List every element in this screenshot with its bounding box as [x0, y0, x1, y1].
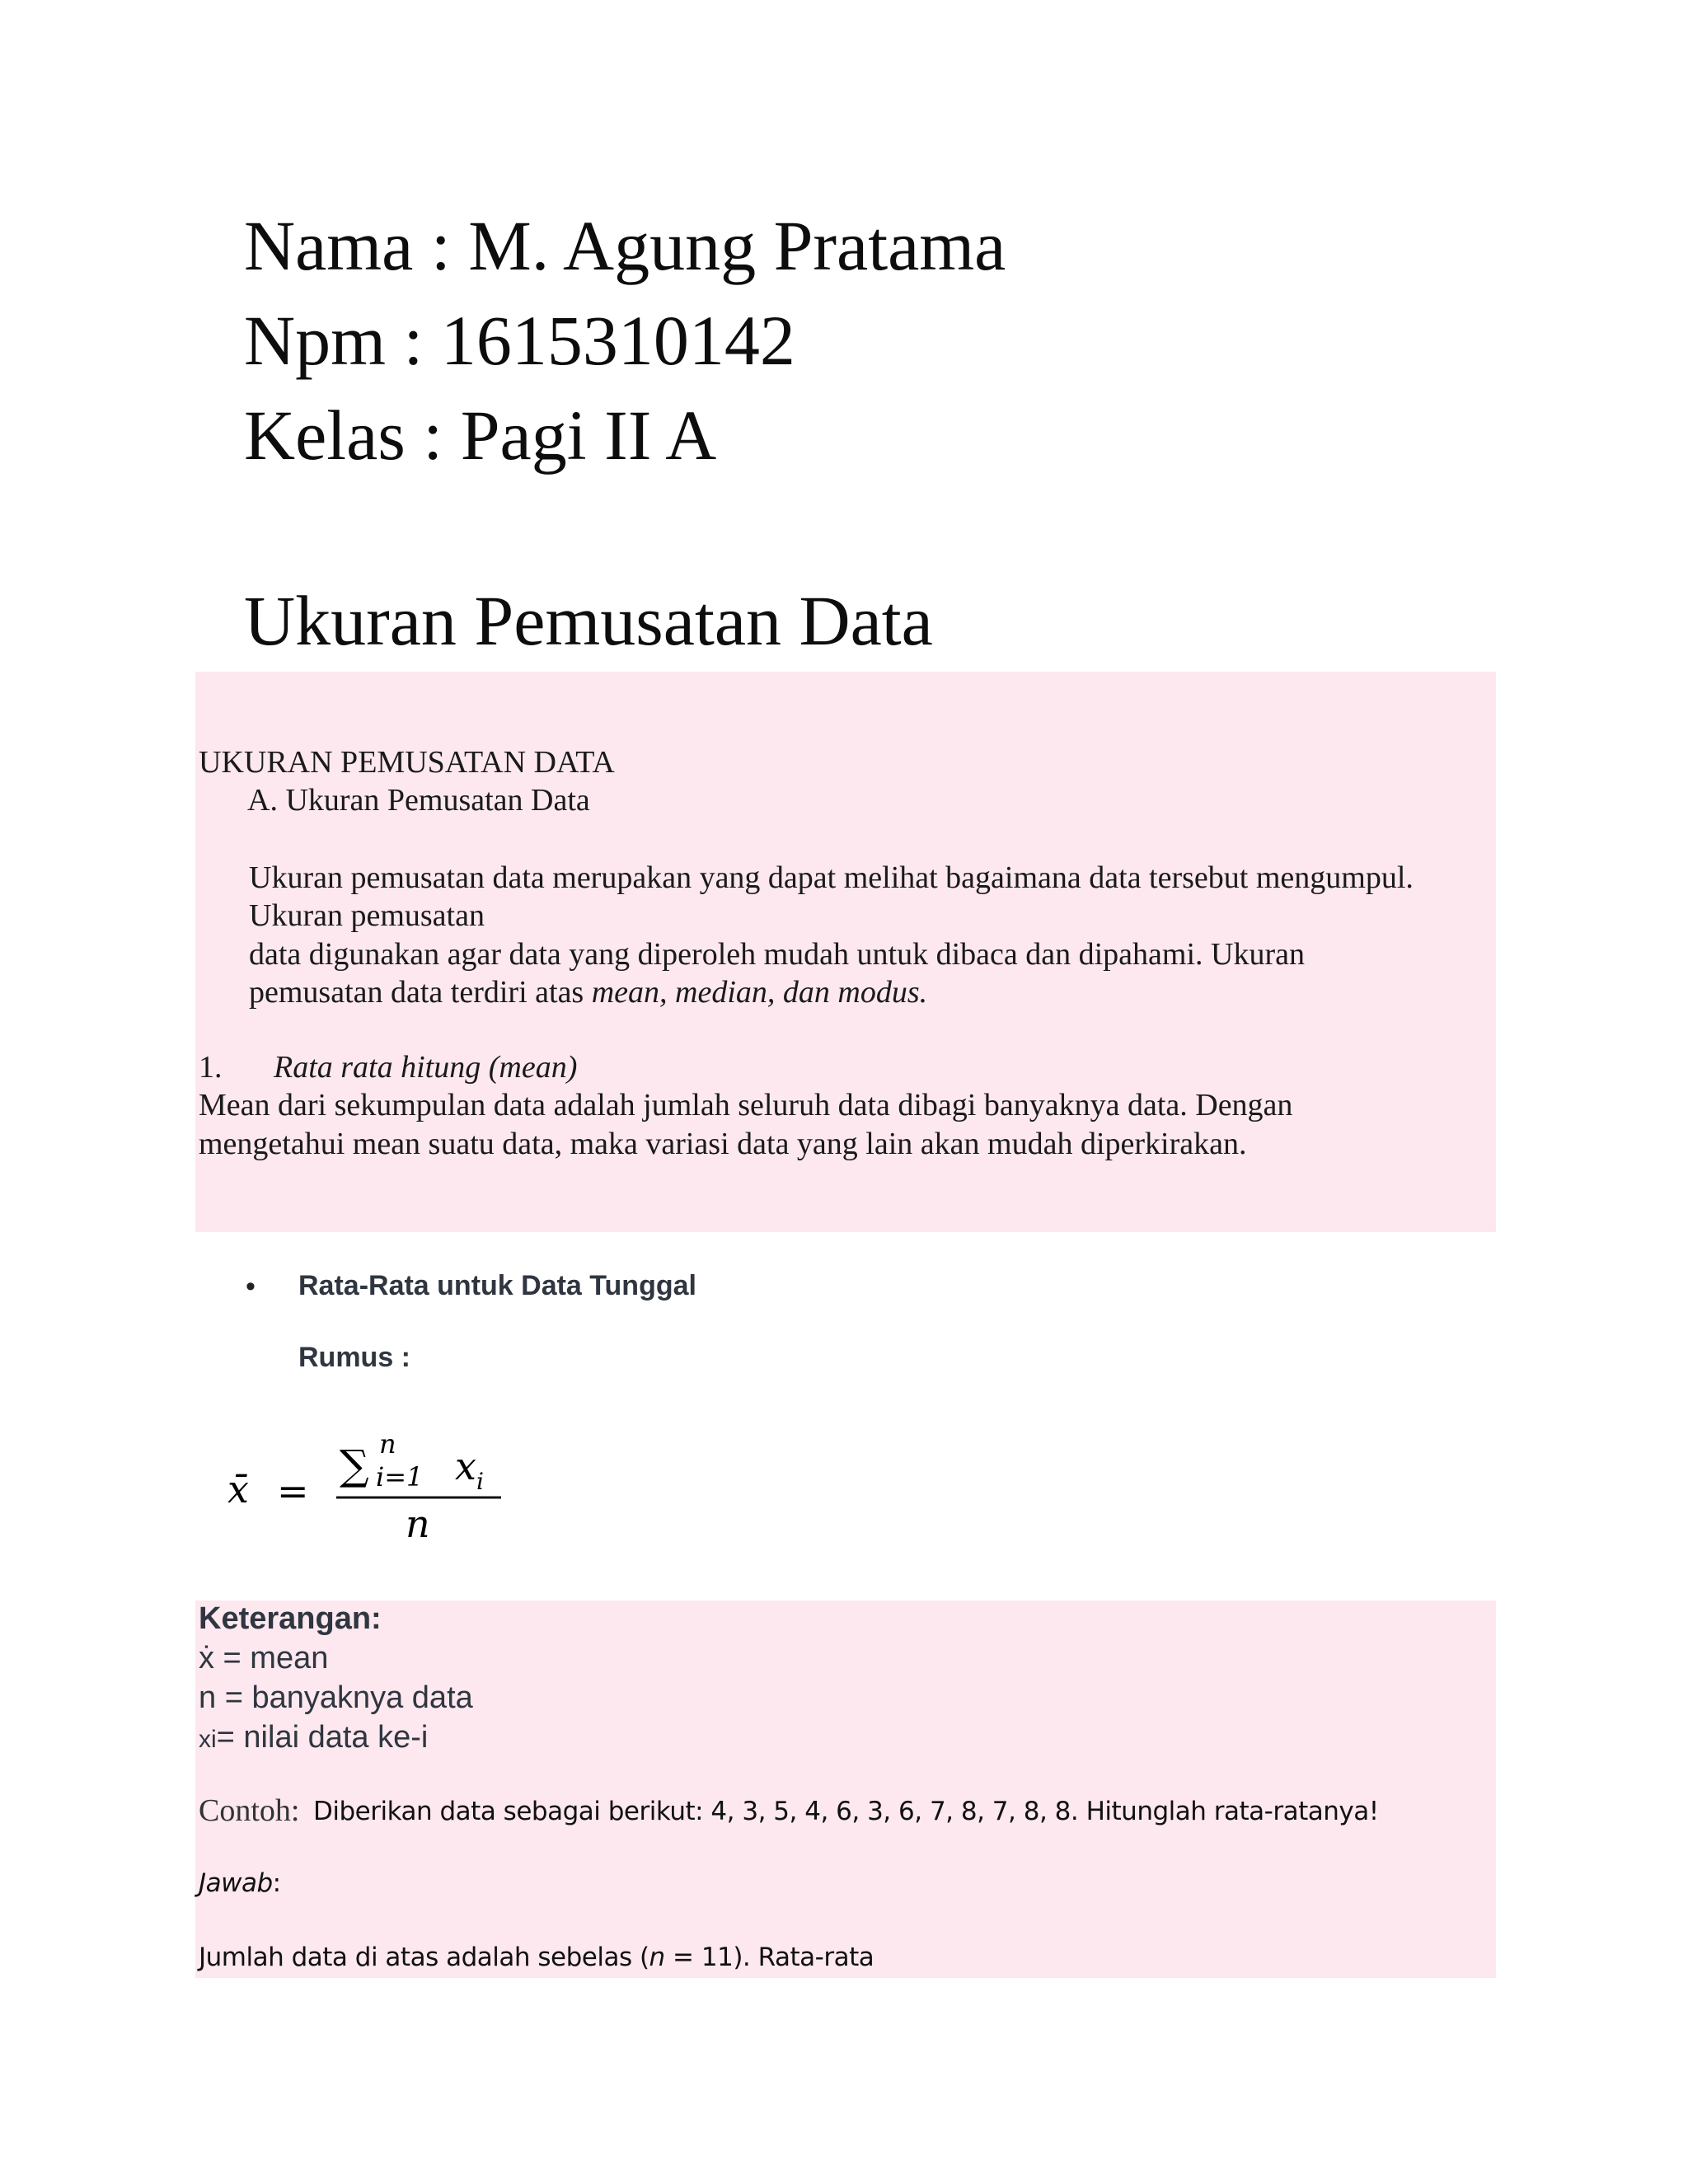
student-class: Kelas : Pagi II A: [244, 396, 717, 475]
paragraph-line-3: data digunakan agar data yang diperoleh mudah untuk dibaca dan dipahami. Ukuran: [249, 937, 1305, 972]
jumlah-suffix: = 11). Rata-rata: [664, 1943, 874, 1972]
contoh-text: Diberikan data sebagai berikut: 4, 3, 5, 4, 6, 3, 6, 7, 8, 7, 8, 8. Hitunglah rata-ratanya!: [313, 1797, 1379, 1826]
keterangan-xi-text: = nilai data ke-i: [216, 1720, 429, 1755]
paragraph-line-2: Ukuran pemusatan: [249, 898, 485, 933]
paragraph-line-4-italic: mean, median, dan modus.: [591, 975, 928, 1010]
section-subheading: A. Ukuran Pemusatan Data: [247, 783, 590, 818]
formula-equals: =: [277, 1469, 309, 1513]
formula-upper: n: [379, 1430, 396, 1460]
keterangan-mean: ẋ = mean: [199, 1641, 329, 1675]
jumlah-prefix: Jumlah data di atas adalah sebelas (: [199, 1943, 649, 1972]
student-npm: Npm : 1615310142: [244, 301, 795, 380]
bullet-dot: •: [246, 1271, 256, 1302]
contoh-label: Contoh:: [199, 1793, 300, 1828]
formula-lhs: x̄: [227, 1467, 249, 1511]
jumlah-n: n: [649, 1943, 665, 1972]
jumlah-line: [199, 1943, 874, 1972]
student-name: Nama : M. Agung Pratama: [244, 206, 1006, 285]
formula-denominator: n: [406, 1502, 430, 1545]
keterangan-n: n = banyaknya data: [199, 1680, 473, 1715]
jawab-label: Jawab: [199, 1868, 273, 1898]
paragraph-line-1: Ukuran pemusatan data merupakan yang dapat melihat bagaimana data tersebut mengumpul.: [249, 860, 1414, 895]
formula-sigma: ∑: [340, 1441, 369, 1489]
paragraph-line-4-text: pemusatan data terdiri atas: [249, 975, 592, 1010]
formula-term: x: [455, 1444, 476, 1488]
keterangan-xi-var: xi: [199, 1726, 217, 1753]
item-title: Rata rata hitung (mean): [274, 1050, 578, 1085]
keterangan-title: Keterangan:: [199, 1601, 382, 1636]
mean-formula: [223, 1430, 519, 1545]
item-number: 1.: [199, 1050, 223, 1085]
keterangan-highlight: [195, 1601, 1496, 1978]
rumus-label: Rumus :: [298, 1342, 410, 1373]
formula-lower: i=1: [376, 1461, 424, 1493]
section-heading: UKURAN PEMUSATAN DATA: [199, 745, 615, 780]
jawab-line: [199, 1868, 281, 1898]
paragraph-line-4: [249, 974, 927, 1010]
mean-line-1: Mean dari sekumpulan data adalah jumlah seluruh data dibagi banyaknya data. Dengan: [199, 1088, 1293, 1122]
keterangan-xi: [199, 1720, 428, 1755]
formula-term-sub: i: [476, 1468, 484, 1495]
bullet-title: Rata-Rata untuk Data Tunggal: [298, 1270, 696, 1301]
jawab-colon: :: [272, 1868, 281, 1898]
page-title: Ukuran Pemusatan Data: [244, 581, 933, 660]
mean-line-2: mengetahui mean suatu data, maka variasi data yang lain akan mudah diperkirakan.: [199, 1127, 1247, 1161]
